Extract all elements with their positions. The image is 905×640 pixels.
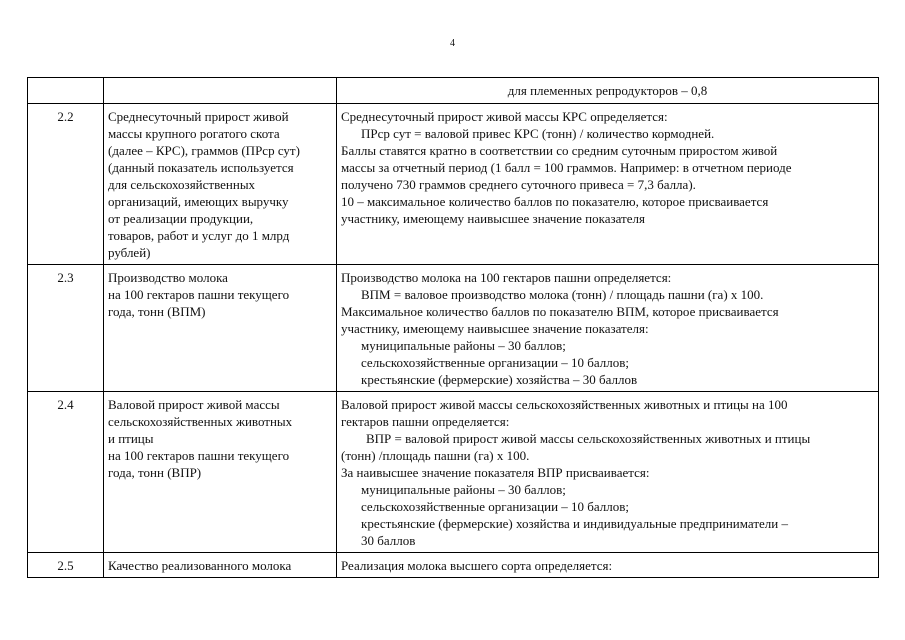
table-row (28, 265, 879, 392)
method-line: сельскохозяйственные организации – 10 баллов; (361, 355, 630, 370)
indicator-line: Валовой прирост живой массы (108, 397, 280, 412)
method-cell (337, 392, 879, 553)
method-cell (337, 104, 879, 265)
indicator-line: (далее – КРС), граммов (ПРср сут) (108, 143, 300, 158)
method-line: (тонн) /площадь пашни (га) х 100. (341, 448, 530, 463)
indicator-cell (104, 104, 337, 265)
criteria-table (27, 77, 879, 578)
method-line: Реализация молока высшего сорта определяется: (341, 558, 613, 573)
indicator-line: года, тонн (ВПР) (108, 465, 202, 480)
indicator-line: Производство молока (108, 270, 228, 285)
method-line: крестьянские (фермерские) хозяйства – 30 баллов (361, 372, 638, 387)
indicator-line: от реализации продукции, (108, 211, 254, 226)
table-row (28, 78, 879, 104)
method-line: муниципальные районы – 30 баллов; (361, 482, 566, 497)
indicator-line: массы крупного рогатого скота (108, 126, 280, 141)
indicator-line: на 100 гектаров пашни текущего (108, 448, 290, 463)
method-line: ПРср сут = валовой привес КРС (тонн) / количество кормодней. (361, 126, 715, 141)
method-line: Валовой прирост живой массы сельскохозяйственных животных и птицы на 100 (341, 397, 788, 412)
indicator-cell (104, 392, 337, 553)
method-line: ВПР = валовой прирост живой массы сельскохозяйственных животных и птицы (366, 431, 811, 446)
indicator-line: товаров, работ и услуг до 1 млрд (108, 228, 290, 243)
method-line: участнику, имеющему наивысшее значение показателя (341, 211, 645, 226)
indicator-cell (104, 265, 337, 392)
method-line: 10 – максимальное количество баллов по показателю, которое присваивается (341, 194, 769, 209)
method-line: массы за отчетный период (1 балл = 100 граммов. Например: в отчетном периоде (341, 160, 792, 175)
indicator-line: (данный показатель используется (108, 160, 294, 175)
indicator-line: сельскохозяйственных животных (108, 414, 293, 429)
indicator-line: Среднесуточный прирост живой (108, 109, 289, 124)
row-number-cell: 2.5 (28, 553, 104, 578)
indicator-cell (104, 553, 337, 578)
indicator-line: для сельскохозяйственных (108, 177, 256, 192)
method-line: для племенных репродукторов – 0,8 (507, 83, 708, 98)
method-line: участнику, имеющему наивысшее значение показателя: (341, 321, 649, 336)
indicator-cell (104, 78, 337, 104)
indicator-line: и птицы (108, 431, 154, 446)
indicator-line: рублей) (108, 245, 151, 260)
row-number-cell: 2.3 (28, 265, 104, 392)
method-line: Максимальное количество баллов по показателю ВПМ, которое присваивается (341, 304, 779, 319)
method-cell (337, 78, 879, 104)
method-line: Производство молока на 100 гектаров пашни определяется: (341, 270, 672, 285)
table-row (28, 104, 879, 265)
method-line: ВПМ = валовое производство молока (тонн) / площадь пашни (га) х 100. (361, 287, 764, 302)
method-line: муниципальные районы – 30 баллов; (361, 338, 566, 353)
method-line: За наивысшее значение показателя ВПР присваивается: (341, 465, 650, 480)
table-row (28, 392, 879, 553)
indicator-line: на 100 гектаров пашни текущего (108, 287, 290, 302)
method-cell (337, 265, 879, 392)
indicator-line: Качество реализованного молока (108, 558, 292, 573)
method-line: гектаров пашни определяется: (341, 414, 510, 429)
row-number-cell: 2.4 (28, 392, 104, 553)
indicator-line: года, тонн (ВПМ) (108, 304, 206, 319)
method-line: 30 баллов (361, 533, 416, 548)
indicator-line: организаций, имеющих выручку (108, 194, 289, 209)
table-row (28, 553, 879, 578)
method-line: крестьянские (фермерские) хозяйства и индивидуальные предприниматели – (361, 516, 788, 531)
method-cell (337, 553, 879, 578)
page-number: 4 (450, 38, 455, 49)
row-number-cell (28, 78, 104, 104)
method-line: Баллы ставятся кратно в соответствии со средним суточным приростом живой (341, 143, 778, 158)
method-line: сельскохозяйственные организации – 10 баллов; (361, 499, 630, 514)
method-line: Среднесуточный прирост живой массы КРС определяется: (341, 109, 668, 124)
method-line: получено 730 граммов среднего суточного привеса = 7,3 балла). (341, 177, 696, 192)
criteria-table-body (28, 78, 879, 578)
row-number-cell: 2.2 (28, 104, 104, 265)
